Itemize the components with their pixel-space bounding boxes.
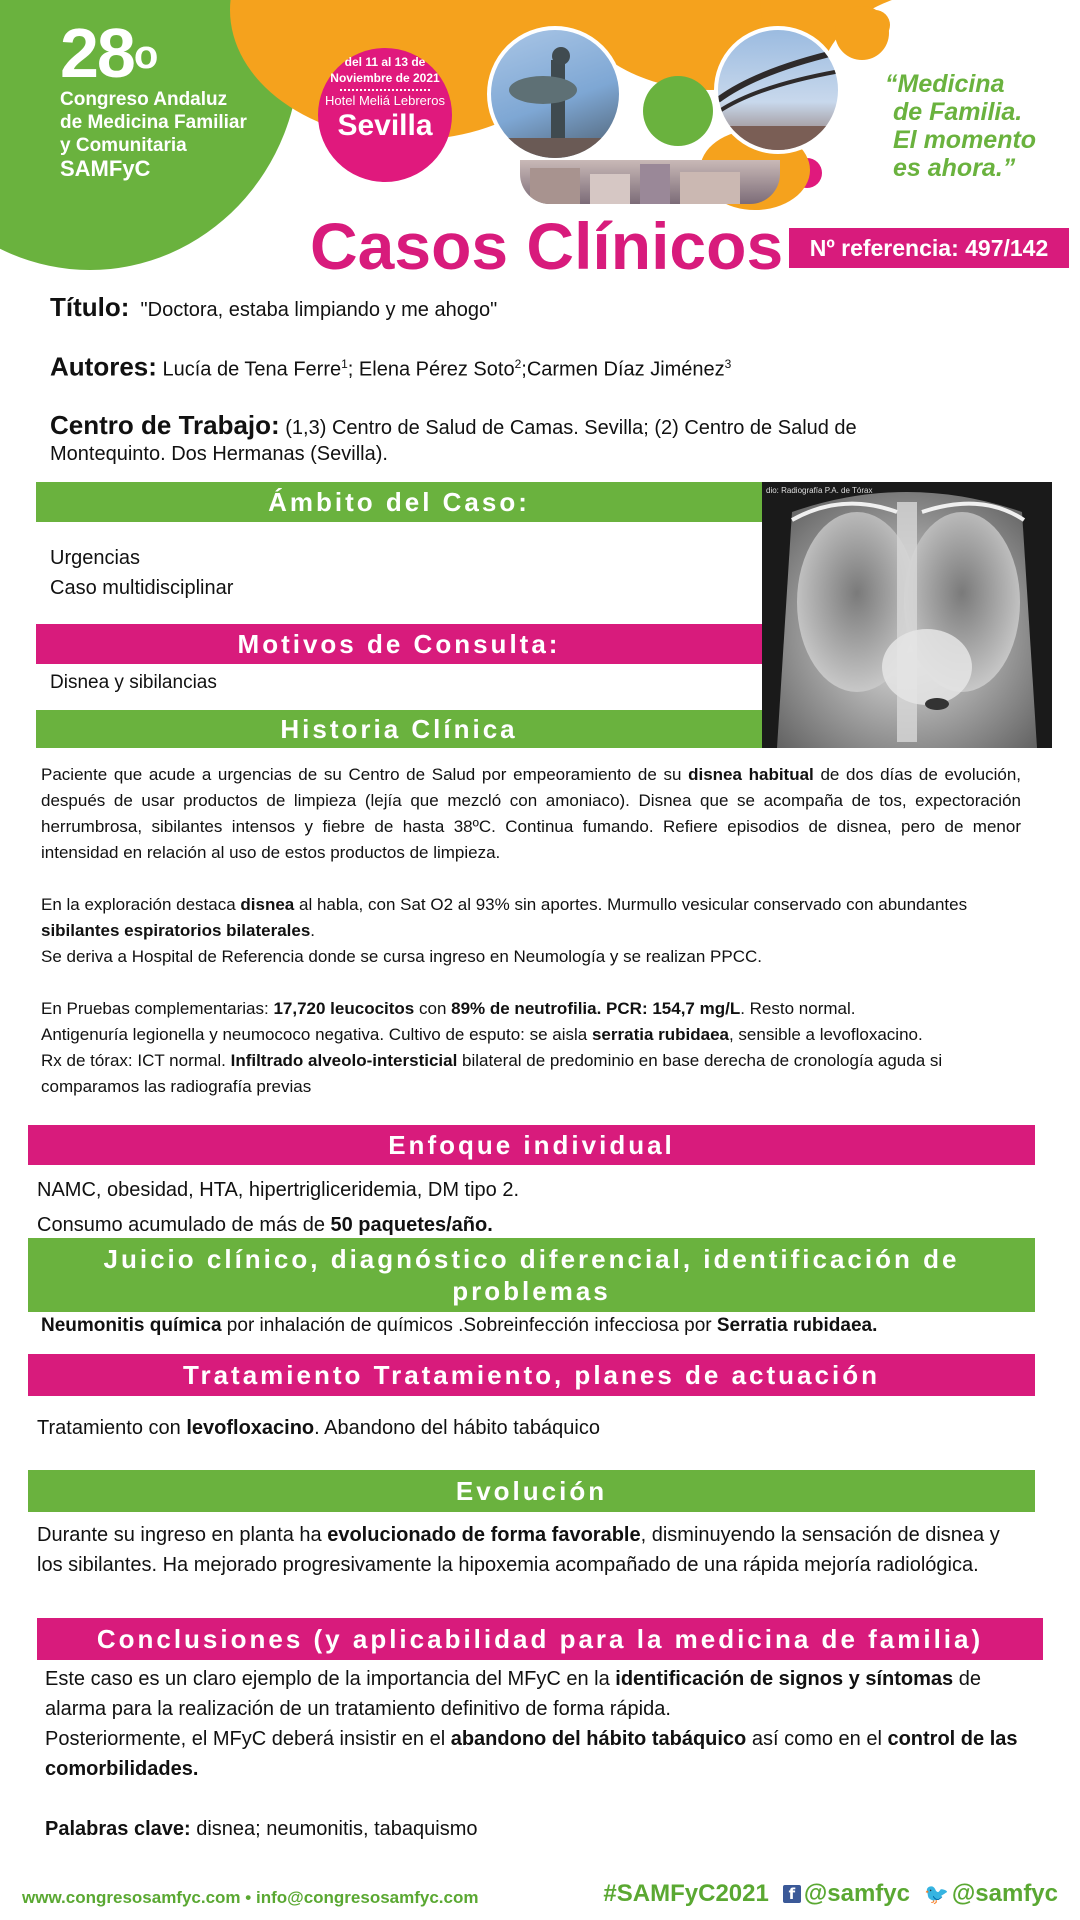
motivos-text: Disnea y sibilancias [50, 672, 217, 693]
dates-line1: del 11 al 13 de [344, 55, 426, 69]
evolucion-text-b: evolucionado de forma favorable [327, 1524, 641, 1546]
historia-p1-b: disnea habitual [688, 765, 814, 784]
historia-p6-b: Infiltrado alveolo-intersticial [230, 1051, 458, 1070]
juicio-text-c: Serratia rubidaea. [716, 1315, 878, 1336]
case-title-label: Título: [50, 292, 130, 322]
historia-p2 [41, 892, 1021, 944]
congress-name-line1: Congreso Andaluz [60, 89, 228, 110]
conclusiones-p2 [45, 1724, 1035, 1784]
congress-name-line2: de Medicina Familiar [60, 112, 247, 133]
case-title-value: "Doctora, estaba limpiando y me ahogo" [140, 299, 498, 321]
authors-label: Autores: [50, 351, 157, 382]
historia-text [41, 762, 1021, 1100]
ambito-content [50, 543, 233, 603]
city: Sevilla [337, 109, 433, 142]
hashtag: #SAMFyC2021 [603, 1880, 769, 1907]
keywords [45, 1814, 1035, 1844]
website-link[interactable]: www.congresosamfyc.com [22, 1888, 241, 1907]
historia-p5-b: serratia rubidaea [591, 1025, 729, 1044]
enfoque-heading: Enfoque individual [28, 1125, 1035, 1165]
venue: Hotel Meliá Lebreros [325, 93, 445, 108]
keywords-label: Palabras clave: [45, 1818, 191, 1840]
workplace-text2: Montequinto. Dos Hermanas (Sevilla). [50, 443, 388, 465]
juicio-text-a: Neumonitis química [41, 1315, 222, 1336]
author-3: Carmen Díaz Jiménez [526, 358, 725, 381]
dates-line2: Noviembre de 2021 [330, 71, 440, 85]
slogan-line3: El momento [893, 126, 1037, 154]
tratamiento-text-a: Tratamiento con [37, 1417, 187, 1439]
motivos-heading: Motivos de Consulta: [36, 624, 762, 664]
footer-social [603, 1880, 1058, 1908]
reference-badge: Nº referencia: 497/142 [789, 228, 1069, 268]
evolucion-text-a: Durante su ingreso en planta ha [37, 1524, 328, 1546]
conclusiones-p2-a: Posteriormente, el MFyC deberá insistir en el [45, 1728, 451, 1750]
enfoque-line1: NAMC, obesidad, HTA, hipertrigliceridemia, DM tipo 2. [37, 1179, 520, 1201]
slogan-line1: “Medicina [885, 70, 1005, 98]
keywords-text: disnea; neumonitis, tabaquismo [190, 1818, 478, 1840]
historia-p6-a: Rx de tórax: ICT normal. [41, 1051, 231, 1070]
ambito-line2: Caso multidisciplinar [50, 577, 234, 599]
historia-p2-d: sibilantes espiratorios bilaterales [41, 921, 311, 940]
historia-p4-e: . Resto normal. [740, 999, 856, 1018]
tratamiento-text-b: levofloxacino [186, 1417, 315, 1439]
author-2: Elena Pérez Soto [358, 358, 515, 381]
slogan-line4: es ahora.” [893, 154, 1016, 182]
enfoque-line2-a: Consumo acumulado de más de [37, 1214, 331, 1236]
evolucion-text-c: , disminuyendo la sensación de disnea y los sibilantes. Ha mejorado progresivamente la hipoxemia acompañado de una rápida mejoría radiológica. [37, 1524, 1000, 1576]
historia-p5-c: , sensible a levofloxacino. [728, 1025, 923, 1044]
email-link[interactable]: info@congresosamfyc.com [255, 1888, 479, 1907]
historia-p4-d: 89% de neutrofilia. PCR: 154,7 mg/L [451, 999, 741, 1018]
juicio-heading-line1: Juicio clínico, diagnóstico diferencial, identificación de [103, 1244, 960, 1274]
slogan [885, 70, 1036, 182]
chest-xray-image [762, 482, 1052, 748]
twitter-icon: 🐦 [923, 1882, 949, 1906]
footer-contact [22, 1888, 479, 1908]
footer-dot: • [240, 1888, 256, 1907]
historia-p2-c: al habla, con Sat O2 al 93% sin aportes. Murmullo vesicular conservado con abundantes [294, 895, 968, 914]
conclusiones-text [45, 1664, 1035, 1844]
date-venue-badge [318, 48, 452, 182]
authors: Autores: Lucía de Tena Ferre$^1$; Elena Pérez Soto$^2$;Carmen Díaz Jiménez$^3$ [50, 351, 732, 382]
author-1: Lucía de Tena Ferre [162, 358, 342, 381]
historia-p5-a: Antigenuría legionella y neumococo negativa. Cultivo de esputo: se aisla [41, 1025, 592, 1044]
ambito-line1: Urgencias [50, 547, 141, 569]
facebook-icon: f [783, 1885, 801, 1903]
historia-heading: Historia Clínica [36, 710, 762, 748]
tratamiento-heading: Tratamiento Tratamiento, planes de actuación [28, 1354, 1035, 1396]
historia-p1 [41, 762, 1021, 866]
page-title: Casos Clínicos [310, 209, 784, 283]
photo-giraldillo [487, 26, 623, 162]
twitter-handle-group[interactable] [924, 1880, 1058, 1908]
conclusiones-p2-d: control de las comorbilidades. [45, 1728, 1018, 1780]
enfoque-content [37, 1173, 519, 1243]
congress-name-line4: SAMFyC [60, 156, 151, 181]
historia-p4-a: En Pruebas complementarias: [41, 999, 274, 1018]
historia-p2-b: disnea [240, 895, 295, 914]
historia-p4-b: 17,720 leucocitos [273, 999, 415, 1018]
historia-p1-a: Paciente que acude a urgencias de su Centro de Salud por empeoramiento de su [41, 765, 689, 784]
photo-triana-bridge [714, 26, 842, 154]
ambito-heading: Ámbito del Caso: [36, 482, 762, 522]
historia-p2-e: . [310, 921, 316, 940]
conclusiones-p1-c: de alarma para la realización de un tratamiento definitivo de forma rápida. [45, 1668, 981, 1720]
facebook-handle: @samfyc [803, 1880, 910, 1907]
historia-p6 [41, 1048, 1021, 1100]
conclusiones-p2-b: abandono del hábito tabáquico [450, 1728, 747, 1750]
historia-p4-c: con [414, 999, 452, 1018]
historia-p1-c: de dos días de evolución, después de usar productos de limpieza (lejía que mezcló con amoniaco). Disnea que se acompaña de tos, expectoración herrumbrosa, sibilantes intensos y fiebre de hasta 38ºC. Continua fumando. Refiere episodios de disnea, pero de menor intensidad en relación al uso de estos productos de limpieza. [41, 765, 1021, 862]
juicio-text-b: por inhalación de químicos .Sobreinfección infecciosa por [221, 1315, 717, 1336]
slogan-line2: de Familia. [893, 98, 1023, 126]
workplace-text1: (1,3) Centro de Salud de Camas. Sevilla; (2) Centro de Salud de [285, 417, 857, 439]
historia-p5 [41, 1022, 1021, 1048]
conclusiones-p2-c: así como en el [746, 1728, 888, 1750]
tratamiento-text [37, 1413, 600, 1443]
author-3-sup: 3 [724, 357, 732, 371]
workplace-label: Centro de Trabajo: [50, 410, 280, 440]
edition-number: 28 [60, 14, 134, 92]
juicio-text [41, 1311, 877, 1341]
edition-suffix: o [133, 33, 157, 77]
city-strip-photo [520, 160, 780, 204]
author-2-sup: 2 [514, 357, 522, 371]
author-1-sup: 1 [341, 357, 348, 371]
historia-p4 [41, 996, 1021, 1022]
evolucion-heading: Evolución [28, 1470, 1035, 1512]
juicio-heading-line2: problemas [452, 1276, 611, 1306]
congress-name-line3: y Comunitaria [60, 135, 187, 156]
historia-p2-a: En la exploración destaca [41, 895, 241, 914]
conclusiones-p1-b: identificación de signos y síntomas [615, 1668, 954, 1690]
tratamiento-text-c: . Abandono del hábito tabáquico [314, 1417, 600, 1439]
conclusiones-p1 [45, 1664, 1035, 1724]
twitter-handle: @samfyc [951, 1880, 1058, 1907]
evolucion-text [37, 1520, 1017, 1580]
enfoque-line2-b: 50 paquetes/año. [330, 1214, 493, 1236]
historia-p3: Se deriva a Hospital de Referencia donde se cursa ingreso en Neumología y se realizan PPCC. [41, 947, 763, 966]
congress-logo [60, 14, 247, 181]
workplace [50, 412, 1050, 467]
facebook-handle-group[interactable] [783, 1880, 910, 1908]
juicio-heading [28, 1238, 1035, 1312]
dotted-divider [340, 89, 430, 91]
case-title [50, 294, 497, 323]
conclusiones-heading: Conclusiones (y aplicabilidad para la medicina de familia) [37, 1618, 1043, 1660]
conclusiones-p1-a: Este caso es un claro ejemplo de la importancia del MFyC en la [45, 1668, 616, 1690]
xray-caption: dio: Radiografía P.A. de Tórax [766, 486, 873, 495]
historia-p6-c: bilateral de predominio en base derecha de cronología aguda si comparamos las radiografía previas [41, 1051, 943, 1096]
